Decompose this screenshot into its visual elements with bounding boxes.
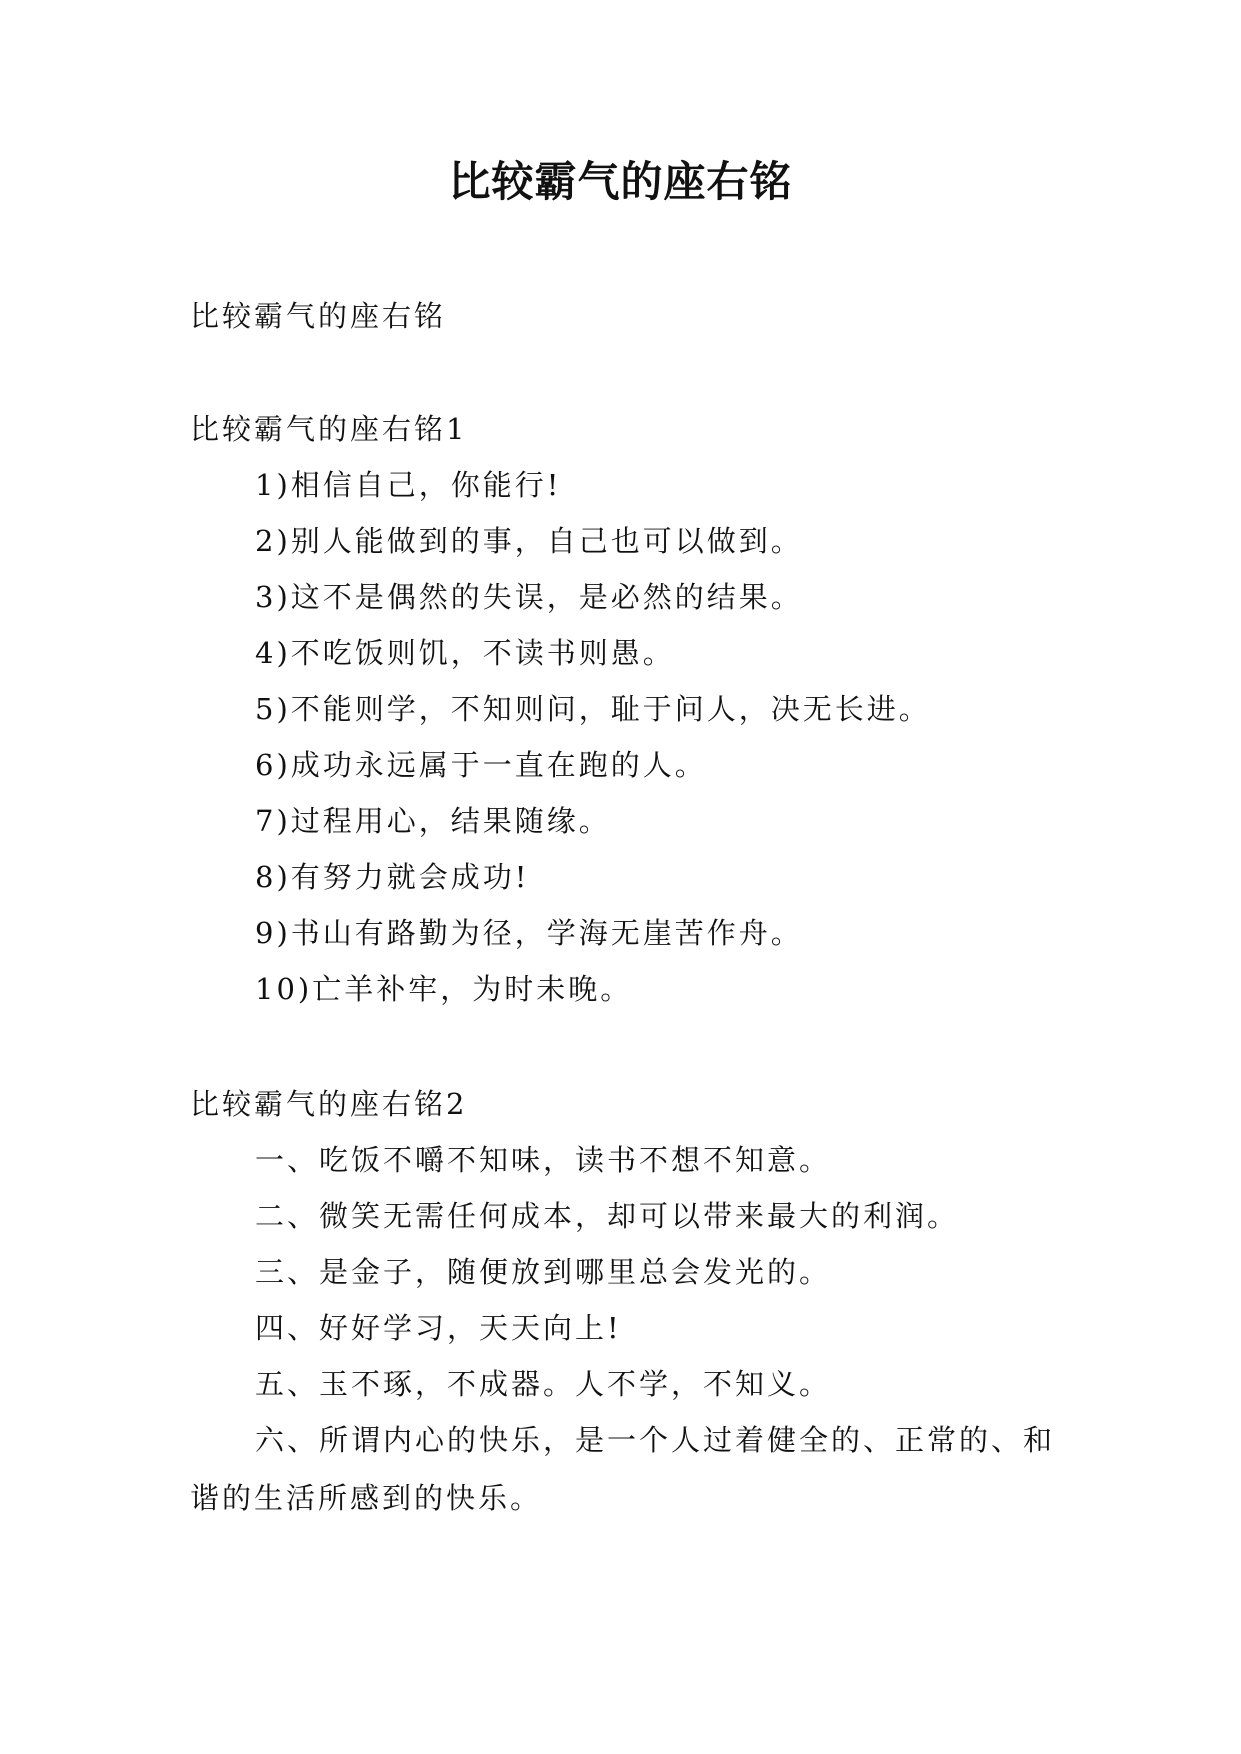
list-item: 8)有努力就会成功! (255, 860, 530, 894)
section-1-heading: 比较霸气的座右铭1 (190, 412, 468, 446)
list-item: 7)过程用心，结果随缘。 (255, 804, 611, 838)
list-item: 二、微笑无需任何成本，却可以带来最大的利润。 (255, 1199, 960, 1233)
document-title: 比较霸气的座右铭 (448, 157, 793, 206)
list-item: 四、好好学习，天天向上! (255, 1311, 622, 1345)
list-item: 10)亡羊补牢，为时未晚。 (255, 972, 633, 1006)
list-item: 5)不能则学，不知则问，耻于问人，决无长进。 (255, 692, 931, 726)
list-item: 6)成功永远属于一直在跑的人。 (255, 748, 707, 782)
document-subtitle: 比较霸气的座右铭 (190, 299, 447, 333)
list-item: 一、吃饭不嚼不知味，读书不想不知意。 (255, 1143, 832, 1177)
list-item: 六、所谓内心的快乐，是一个人过着健全的、正常的、和谐的生活所感到的快乐。 (190, 1423, 1056, 1515)
list-item: 9)书山有路勤为径，学海无崖苦作舟。 (255, 916, 803, 950)
list-item: 1)相信自己，你能行! (255, 468, 562, 502)
section-2-heading: 比较霸气的座右铭2 (190, 1087, 468, 1121)
list-item: 3)这不是偶然的失误，是必然的结果。 (255, 580, 803, 614)
list-item: 三、是金子，随便放到哪里总会发光的。 (255, 1255, 832, 1289)
list-item: 五、玉不琢，不成器。人不学，不知义。 (255, 1367, 832, 1401)
list-item: 4)不吃饭则饥，不读书则愚。 (255, 636, 675, 670)
list-item: 2)别人能做到的事，自己也可以做到。 (255, 524, 803, 558)
